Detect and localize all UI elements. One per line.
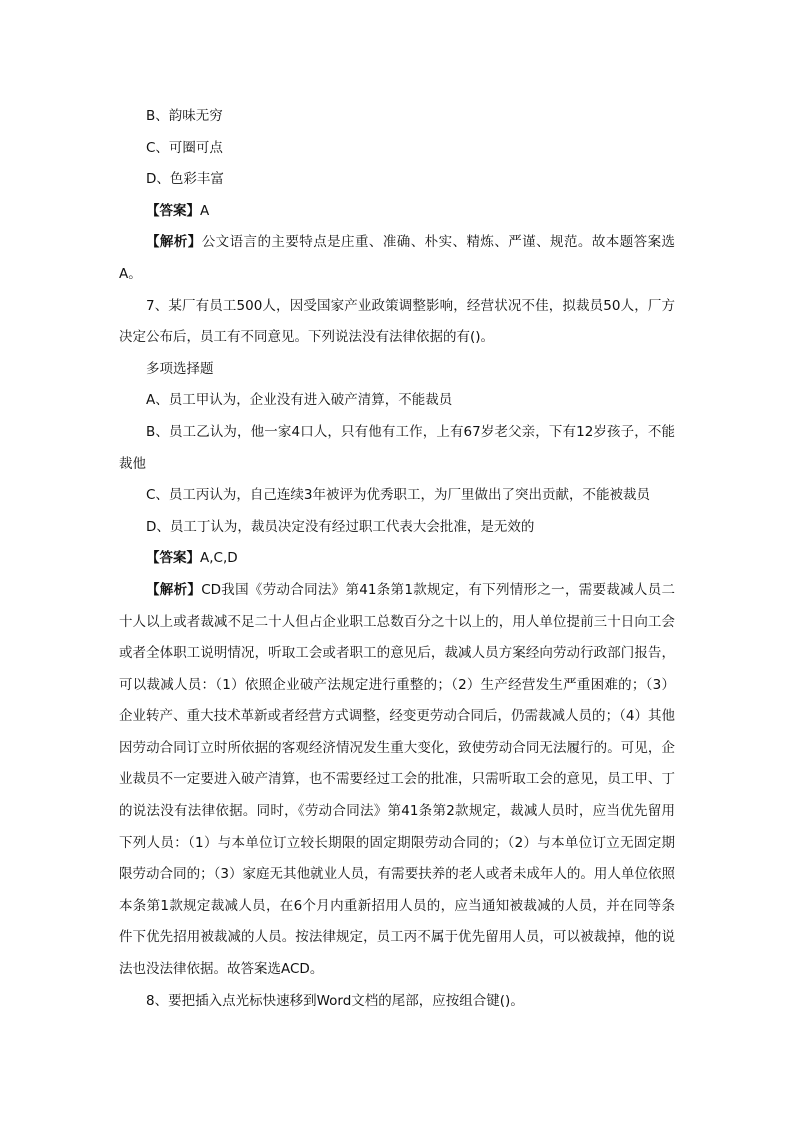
q6-answer: [119, 196, 675, 228]
q7-answer: [119, 543, 675, 575]
q6-option-d: D、色彩丰富: [146, 171, 224, 188]
q6-option-b: B、韵味无穷: [146, 108, 223, 124]
q7-analysis-text: CD我国《劳动合同法》第41条第1款规定，有下列情形之一，需要裁减人员二十人以上或者裁减不足二十人但占企业职工总数百分之十以上的，用人单位提前三十日向工会或者全体职工说明情况，听取工会或者职工的意见后，裁减人员方案经向劳动行政部门报告，可以裁减人员：（1）依照企业破产法规定进行重整的；（2）生产经营发生严重困难的；（3）企业转产、重大技术革新或者经营方式调整，经变更劳动合同后，仍需裁减人员的；（4）其他因劳动合同订立时所依据的客观经济情况发生重大变化，致使劳动合同无法履行的。可见，企业裁员不一定要进入破产清算，也不需要经过工会的批准，只需听取工会的意见，员工甲、丁的说法没有法律依据。同时，《劳动合同法》第41条第2款规定，裁减人员时，应当优先留用下列人员：（1）与本单位订立较长期限的固定期限劳动合同的；（2）与本单位订立无固定期限劳动合同的；（3）家庭无其他就业人员，有需要扶养的老人或者未成年人的。用人单位依照本条第1款规定裁减人员，在6个月内重新招用人员的，应当通知被裁减的人员，并在同等条件下优先招用被裁减的人员。按法律规定，员工丙不属于优先留用人员，可以被裁掉，他的说法也没法律依据。故答案选ACD。: [119, 581, 676, 978]
q6-analysis-text: 公文语言的主要特点是庄重、准确、朴实、精炼、严谨、规范。故本题答案选A。: [119, 234, 676, 282]
q7-answer-label: 【答案】: [146, 550, 200, 567]
q7-stem: 7、某厂有员工500人，因受国家产业政策调整影响，经营状况不佳，拟裁员50人，厂方决定公布后，员工有不同意见。下列说法没有法律依据的有()。: [119, 297, 675, 346]
q8-stem: 8、要把插入点光标快速移到Word文档的尾部，应按组合键()。: [146, 992, 524, 1009]
q7-option-a: A、员工甲认为，企业没有进入破产清算，不能裁员: [146, 392, 453, 409]
q7-option-b: B、员工乙认为，他一家4口人，只有他有工作，上有67岁老父亲，下有12岁孩子，不能裁他: [119, 423, 675, 472]
q7-answer-value: A,C,D: [200, 550, 238, 567]
q7-analysis-label: 【解析】: [146, 581, 202, 598]
q7-analysis: [119, 575, 675, 986]
q7-question-type: 多项选择题: [146, 360, 214, 377]
q6-analysis-label: 【解析】: [146, 234, 202, 251]
q6-option-c: C、可圈可点: [146, 139, 223, 156]
q7-option-c: C、员工丙认为，自己连续3年被评为优秀职工，为厂里做出了突出贡献，不能被裁员: [146, 487, 651, 504]
q6-answer-label: 【答案】: [146, 202, 200, 219]
document-body: [119, 101, 675, 1017]
q6-answer-value: A: [200, 202, 210, 219]
q6-analysis: [119, 227, 675, 290]
q7-option-d: D、员工丁认为，裁员决定没有经过职工代表大会批准，是无效的: [146, 518, 535, 535]
